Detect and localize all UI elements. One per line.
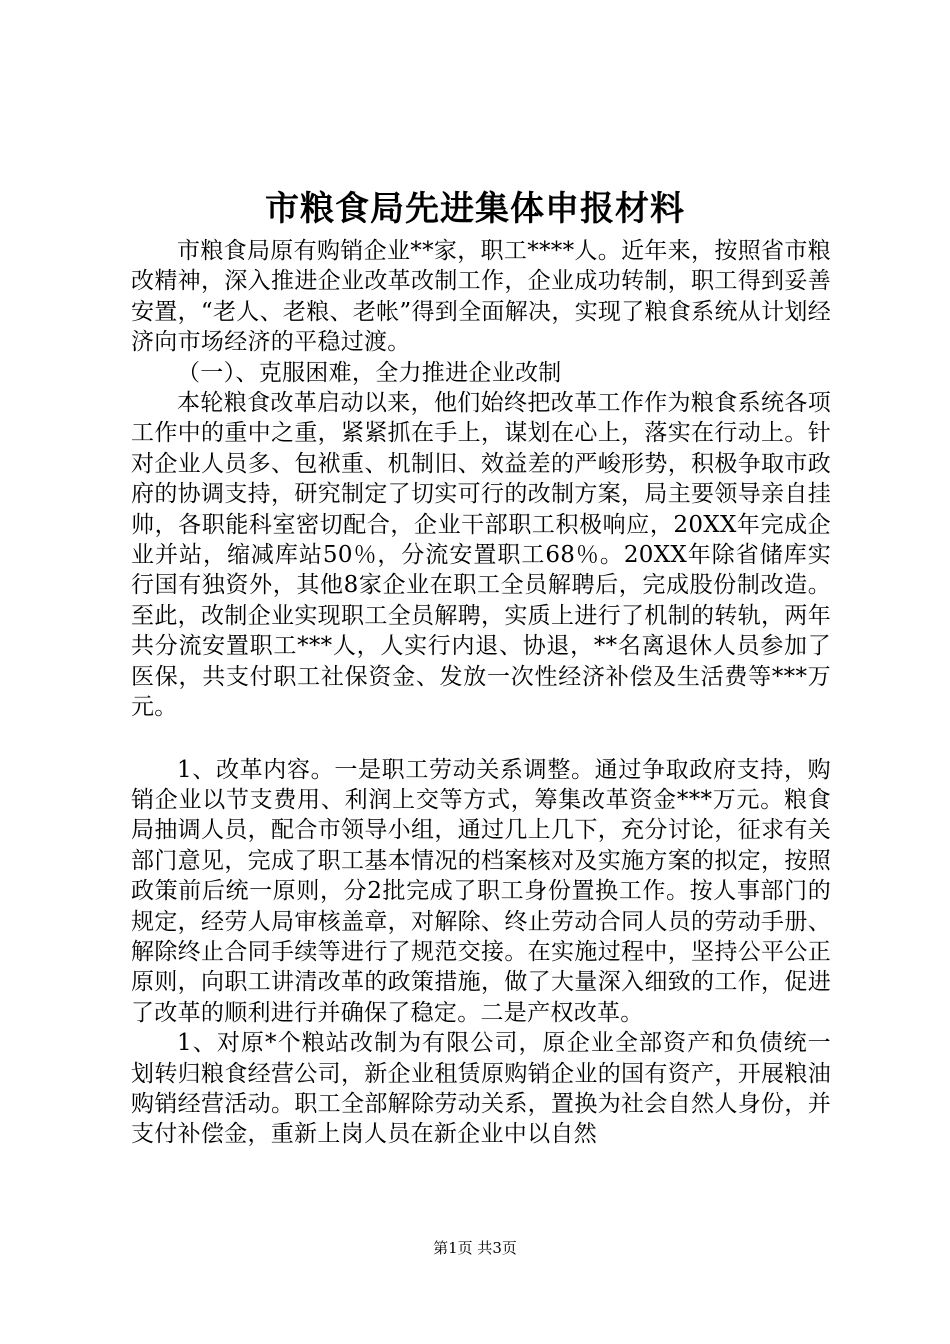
paragraph-intro: 市粮食局原有购销企业**家，职工****人。近年来，按照省市粮改精神，深入推进企业改革改制工作，企业成功转制，职工得到妥善安置，“老人、老粮、老帐”得到全面解决，实现了粮食系统从计划经济向市场经济的平稳过渡。 xyxy=(131,238,831,356)
paragraph-reform-overview: 本轮粮食改革启动以来，他们始终把改革工作作为粮食系统各项工作中的重中之重，紧紧抓在手上，谋划在心上，落实在行动上。针对企业人员多、包袱重、机制旧、效益差的严峻形势，积极争取市政府的协调支持，研究制定了切实可行的改制方案，局主要领导亲自挂帅，各职能科室密切配合，企业干部职工积极响应，20XX年完成企业并站，缩减库站50％，分流安置职工68％。20XX年除省储库实行国有独资外，其他8家企业在职工全员解聘后，完成股份制改造。至此，改制企业实现职工全员解聘，实质上进行了机制的转轨，两年共分流安置职工***人，人实行内退、协退，**名离退休人员参加了医保，共支付职工社保资金、发放一次性经济补偿及生活费等***万元。 xyxy=(131,390,831,721)
page-footer: 第1页 共3页 xyxy=(433,1239,517,1257)
paragraph-grain-station: 1、对原*个粮站改制为有限公司，原企业全部资产和负债统一划转归粮食经营公司，新企业租赁原购销企业的国有资产，开展粮油购销经营活动。职工全部解除劳动关系，置换为社会自然人身份，并支付补偿金，重新上岗人员在新企业中以自然 xyxy=(131,1030,831,1148)
document-title: 市粮食局先进集体申报材料 xyxy=(265,189,685,229)
paragraph-reform-content: 1、改革内容。一是职工劳动关系调整。通过争取政府支持，购销企业以节支费用、利润上交等方式，筹集改革资金***万元。粮食局抽调人员，配合市领导小组，通过几上几下，充分讨论，征求有关部门意见，完成了职工基本情况的档案核对及实施方案的拟定，按照政策前后统一原则，分2批完成了职工身份置换工作。按人事部门的规定，经劳人局审核盖章，对解除、终止劳动合同人员的劳动手册、解除终止合同手续等进行了规范交接。在实施过程中，坚持公平公正原则，向职工讲清改革的政策措施，做了大量深入细致的工作，促进了改革的顺利进行并确保了稳定。二是产权改革。 xyxy=(131,756,831,1026)
section-heading: （一）、克服困难，全力推进企业改制 xyxy=(177,359,562,386)
document-body xyxy=(131,236,831,1150)
